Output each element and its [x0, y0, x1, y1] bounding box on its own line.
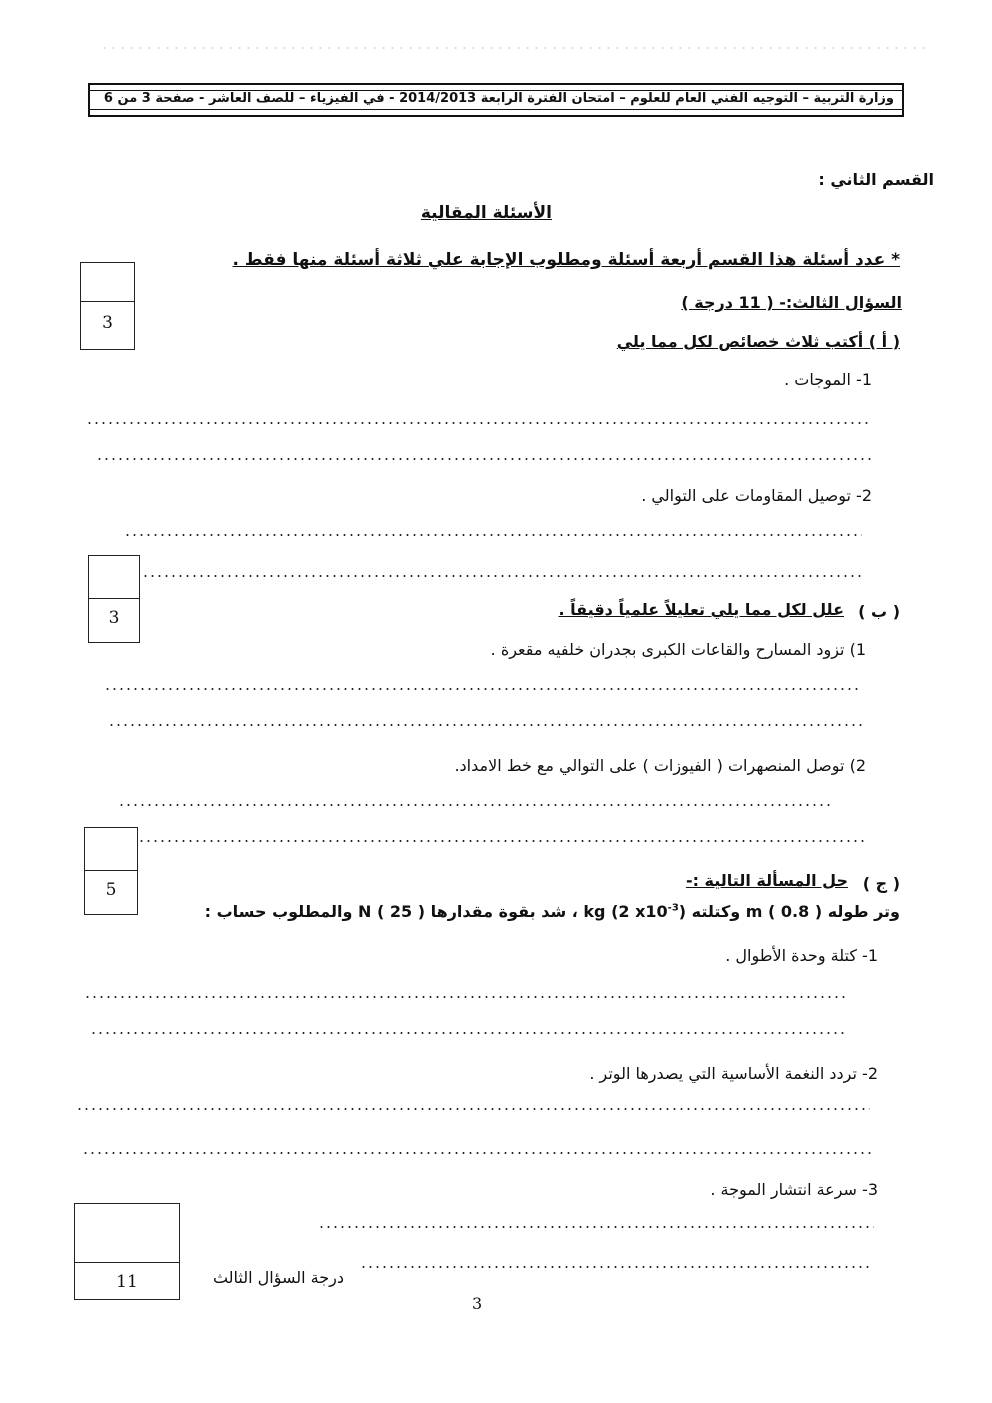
score-box-part-a: [80, 262, 135, 350]
header-text: وزارة التربية – التوجيه الفني العام للعلوم – امتحان الفترة الرابعة 2014/2013 - في الفيزياء – للصف العاشر - صفحة 3 من 6: [103, 91, 894, 106]
part-a-item-1: 1- الموجات .: [784, 370, 872, 389]
problem-end: ) ، شد بقوة مقدارها N ( 25 ) والمطلوب حساب :: [204, 902, 687, 921]
part-c-item-2: 2- تردد النغمة الأساسية التي يصدرها الوتر .: [589, 1064, 878, 1083]
part-c-item-1: 1- كتلة وحدة الأطوال .: [725, 946, 878, 965]
part-c-heading: حل المسألة التالية :-: [685, 871, 848, 890]
answer-line: [104, 688, 862, 690]
score-box-divider: [89, 598, 139, 599]
score-box-divider: [85, 870, 137, 871]
problem-exponent: -3: [667, 902, 679, 914]
answer-line: [96, 458, 872, 460]
section-instruction: * عدد أسئلة هذا القسم أربعة أسئلة ومطلوب الإجابة علي ثلاثة أسئلة منها فقط .: [232, 250, 900, 270]
score-box-part-b: [88, 555, 140, 643]
score-part-a: 3: [102, 313, 113, 333]
answer-line: [84, 996, 846, 998]
question-title: السؤال الثالث:- ( 11 درجة ): [681, 293, 902, 312]
answer-line: [118, 804, 834, 806]
part-b-heading: علل لكل مما يلي تعليلاً علمياً دقيقاً .: [558, 600, 844, 619]
part-a-heading: ( أ ) أكتب ثلاث خصائص لكل مما يلي: [616, 332, 900, 351]
answer-line: [108, 724, 864, 726]
answer-line: [142, 575, 862, 577]
score-part-b: 3: [108, 608, 120, 628]
total-score-label: درجة السؤال الثالث: [212, 1268, 344, 1287]
score-box-total: [74, 1203, 180, 1300]
scan-noise: [100, 46, 930, 50]
part-a-item-2: 2- توصيل المقاومات على التوالي .: [641, 486, 872, 505]
section-title: الأسئلة المقالية: [420, 203, 552, 223]
score-total: 11: [116, 1272, 138, 1292]
part-c-prefix: ( ج ): [862, 874, 900, 893]
problem-statement: [205, 902, 900, 921]
part-b-prefix: ( ب ): [858, 602, 900, 621]
answer-line: [360, 1266, 872, 1268]
score-box-divider: [75, 1262, 179, 1263]
problem-start: وتر طوله m ( 0.8 ) وكتلته kg (2 x10: [583, 902, 900, 921]
part-b-item-2: 2) توصل المنصهرات ( الفيوزات ) على التوالي مع خط الامداد.: [454, 756, 866, 775]
page-header: [88, 83, 904, 117]
part-b-item-1: 1) تزود المسارح والقاعات الكبرى بجدران خلفيه مقعرة .: [490, 640, 866, 659]
part-c-item-3: 3- سرعة انتشار الموجة .: [710, 1180, 878, 1199]
answer-line: [82, 1152, 874, 1154]
page-number: 3: [472, 1294, 483, 1313]
answer-line: [124, 534, 862, 536]
answer-line: [86, 422, 872, 424]
score-part-c: 5: [105, 880, 117, 900]
answer-line: [76, 1108, 870, 1110]
answer-line: [90, 1032, 846, 1034]
score-box-divider: [81, 301, 134, 302]
answer-line: [138, 840, 864, 842]
score-box-part-c: [84, 827, 138, 915]
answer-line: [318, 1226, 874, 1228]
section-label: القسم الثاني :: [818, 170, 934, 189]
